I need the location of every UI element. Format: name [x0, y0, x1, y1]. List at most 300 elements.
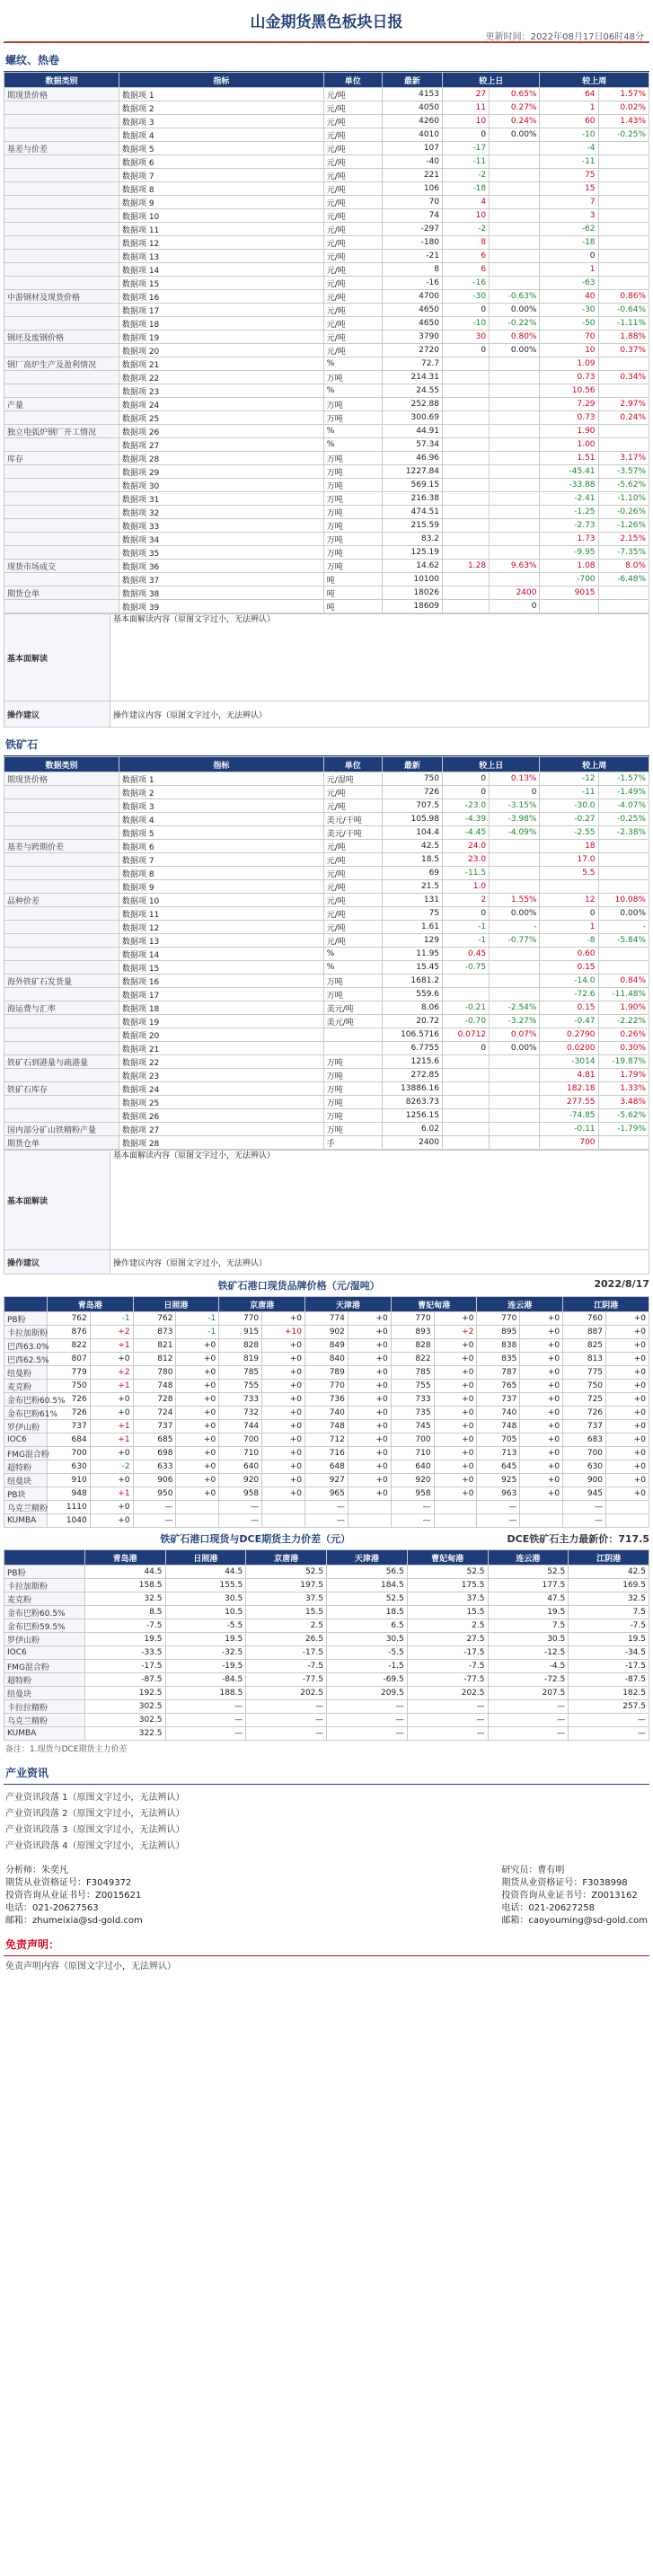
row-indicator: 数据项 18 — [119, 1001, 323, 1015]
contact-line: 投资咨询从业证书号：Z0013162 — [501, 1891, 638, 1901]
port-change: +0 — [520, 1487, 563, 1501]
table-row — [4, 1312, 649, 1326]
row-indicator: 数据项 6 — [119, 840, 323, 853]
row-day-change — [443, 1136, 490, 1150]
table-row — [4, 398, 649, 411]
row-latest: 4260 — [382, 115, 442, 128]
port-price: 725 — [563, 1393, 606, 1407]
row-week-change: 277.55 — [540, 1096, 598, 1109]
row-week-change: -700 — [540, 573, 598, 587]
row-latest: 1227.84 — [382, 465, 442, 479]
row-day-change — [443, 533, 490, 546]
row-unit: 万吨 — [323, 1069, 382, 1082]
row-indicator: 数据项 27 — [119, 1123, 323, 1136]
port-change: +0 — [348, 1420, 391, 1434]
port-change: +0 — [606, 1326, 649, 1339]
row-category — [4, 209, 119, 223]
row-day-change: -17 — [443, 142, 490, 155]
port-change: +0 — [262, 1380, 305, 1393]
port-change: +0 — [348, 1474, 391, 1487]
port-price: 698 — [133, 1447, 176, 1460]
port-change: +0 — [90, 1501, 133, 1514]
row-unit: 元/吨 — [323, 142, 382, 155]
port-price: — — [563, 1514, 606, 1528]
row-day-change — [443, 384, 490, 398]
port-price: 963 — [477, 1487, 520, 1501]
row-unit: 万吨 — [323, 975, 382, 988]
basis-value: — — [488, 1727, 569, 1741]
row-day-change-pct — [490, 155, 540, 169]
row-category: 库存 — [4, 452, 119, 465]
table-row — [4, 600, 649, 613]
row-category — [4, 438, 119, 452]
row-unit: 元/吨 — [323, 934, 382, 948]
row-latest: 44.91 — [382, 425, 442, 438]
basis-value: 192.5 — [84, 1687, 165, 1700]
advice-text: 操作建议内容（原图文字过小，无法辨认） — [110, 701, 649, 728]
row-unit: 元/吨 — [323, 894, 382, 907]
port-price: 748 — [305, 1420, 349, 1434]
table-row — [4, 169, 649, 182]
row-week-change: -0.11 — [540, 1123, 598, 1136]
basis-value: — — [407, 1727, 488, 1741]
port-change: +0 — [606, 1487, 649, 1501]
table-row — [4, 961, 649, 975]
port-price: 785 — [391, 1366, 434, 1380]
row-day-change: 8 — [443, 236, 490, 250]
row-week-change-pct: 3.17% — [598, 452, 649, 465]
row-latest: 8 — [382, 263, 442, 277]
port-change: +0 — [176, 1393, 219, 1407]
brand-name: PB粉 — [4, 1312, 48, 1326]
row-week-change-pct: 0.00% — [598, 907, 649, 921]
row-category: 期现货价格 — [4, 88, 119, 101]
row-category — [4, 880, 119, 894]
row-unit: 吨 — [323, 600, 382, 613]
row-unit: 吨 — [323, 587, 382, 600]
row-unit: 元/吨 — [323, 223, 382, 236]
row-unit — [323, 1028, 382, 1042]
port-basis-table — [4, 1549, 649, 1741]
row-week-change-pct — [598, 1136, 649, 1150]
port-price: — — [133, 1501, 176, 1514]
row-indicator: 数据项 22 — [119, 1055, 323, 1069]
port-price: 732 — [219, 1407, 262, 1420]
row-indicator: 数据项 10 — [119, 894, 323, 907]
port-price: 748 — [477, 1420, 520, 1434]
port-price: 705 — [477, 1434, 520, 1447]
row-day-change-pct: 0.13% — [490, 772, 540, 786]
table-row — [4, 1673, 649, 1687]
row-indicator: 数据项 35 — [119, 546, 323, 560]
table-row — [4, 88, 649, 101]
row-unit: 万吨 — [323, 1109, 382, 1123]
port-price: 710 — [219, 1447, 262, 1460]
report-title: 山金期货黑色板块日报 — [250, 13, 403, 31]
row-day-change — [443, 988, 490, 1001]
row-day-change-pct — [490, 142, 540, 155]
port-price: 630 — [563, 1460, 606, 1474]
table-row — [4, 1460, 649, 1474]
row-week-change-pct: 0.26% — [598, 1028, 649, 1042]
row-week-change-pct — [598, 867, 649, 880]
port-change — [348, 1501, 391, 1514]
row-day-change: -2 — [443, 223, 490, 236]
row-category — [4, 223, 119, 236]
row-category — [4, 573, 119, 587]
row-unit: 元/吨 — [323, 317, 382, 331]
row-day-change-pct — [490, 840, 540, 853]
row-week-change: 700 — [540, 1136, 598, 1150]
row-day-change: -10 — [443, 317, 490, 331]
row-day-change-pct — [490, 1123, 540, 1136]
port-price: 900 — [563, 1474, 606, 1487]
row-indicator: 数据项 19 — [119, 331, 323, 344]
row-week-change-pct: 2.97% — [598, 398, 649, 411]
row-day-change: -11 — [443, 155, 490, 169]
basis-value: — — [246, 1727, 327, 1741]
basis-value: -7.5 — [407, 1660, 488, 1673]
basis-value: 197.5 — [246, 1579, 327, 1592]
port-price: — — [477, 1514, 520, 1528]
row-latest: 215.59 — [382, 519, 442, 533]
row-week-change-pct: 1.79% — [598, 1069, 649, 1082]
row-category: 基差与跨期价差 — [4, 840, 119, 853]
port-price: 774 — [305, 1312, 349, 1326]
brand-name: 金布巴粉59.5% — [4, 1619, 85, 1633]
row-indicator: 数据项 13 — [119, 934, 323, 948]
port-change: +0 — [606, 1353, 649, 1366]
row-day-change-pct: 0.00% — [490, 344, 540, 357]
row-latest: 221 — [382, 169, 442, 182]
row-unit: 万吨 — [323, 560, 382, 573]
table-row — [4, 263, 649, 277]
row-day-change-pct: -2.54% — [490, 1001, 540, 1015]
row-latest: 216.38 — [382, 492, 442, 506]
basis-value: 26.5 — [246, 1633, 327, 1646]
row-week-change: 10 — [540, 344, 598, 357]
row-unit: 元/吨 — [323, 196, 382, 209]
port-change: +0 — [90, 1474, 133, 1487]
section-iron-title: 铁矿石 — [4, 733, 649, 756]
port-price: 779 — [47, 1366, 90, 1380]
port-price: 925 — [477, 1474, 520, 1487]
basis-value: -7.5 — [246, 1660, 327, 1673]
row-latest: -40 — [382, 155, 442, 169]
row-week-change: 0 — [540, 250, 598, 263]
table-row — [4, 1326, 649, 1339]
basis-value: — — [407, 1714, 488, 1727]
row-indicator: 数据项 25 — [119, 411, 323, 425]
section-news-title: 产业资讯 — [4, 1761, 649, 1785]
port-price: 640 — [219, 1460, 262, 1474]
row-week-change-pct — [598, 425, 649, 438]
report-header — [4, 0, 649, 43]
row-day-change-pct — [490, 438, 540, 452]
basis-value: 15.5 — [407, 1606, 488, 1619]
row-day-change-pct — [490, 1096, 540, 1109]
port-price: 762 — [133, 1312, 176, 1326]
row-latest: 10100 — [382, 573, 442, 587]
port-price: 744 — [219, 1420, 262, 1434]
port-change: +0 — [520, 1407, 563, 1420]
brand-name: PB块 — [4, 1487, 48, 1501]
port-price: 724 — [133, 1407, 176, 1420]
row-unit: 元/吨 — [323, 250, 382, 263]
port-price: 765 — [477, 1380, 520, 1393]
basis-value: — — [165, 1727, 246, 1741]
table-row — [4, 1055, 649, 1069]
row-indicator: 数据项 14 — [119, 263, 323, 277]
port-change: +0 — [606, 1312, 649, 1326]
basis-value: — — [488, 1700, 569, 1714]
col-latest: 最新 — [382, 757, 442, 772]
basis-value: 30.5 — [165, 1592, 246, 1606]
port-price: — — [391, 1501, 434, 1514]
table-row — [4, 1109, 649, 1123]
port-change: +0 — [176, 1474, 219, 1487]
row-week-change-pct — [598, 948, 649, 961]
row-indicator: 数据项 38 — [119, 587, 323, 600]
port-change: +0 — [262, 1339, 305, 1353]
row-latest: 106 — [382, 182, 442, 196]
row-category — [4, 263, 119, 277]
row-week-change-pct: -6.48% — [598, 573, 649, 587]
row-indicator: 数据项 31 — [119, 492, 323, 506]
port-change: +0 — [90, 1407, 133, 1420]
row-unit: % — [323, 961, 382, 975]
row-day-change-pct: -3.27% — [490, 1015, 540, 1028]
row-unit: 万吨 — [323, 398, 382, 411]
row-day-change: -11.5 — [443, 867, 490, 880]
row-day-change-pct — [490, 853, 540, 867]
iron-table-body — [4, 772, 649, 1150]
row-latest: 559.6 — [382, 988, 442, 1001]
row-week-change-pct: 1.43% — [598, 115, 649, 128]
port-change: +0 — [348, 1487, 391, 1501]
row-latest: 105.98 — [382, 813, 442, 826]
row-unit: 元/吨 — [323, 115, 382, 128]
table-row — [4, 452, 649, 465]
row-unit: 元/吨 — [323, 290, 382, 304]
row-day-change-pct: 0 — [490, 600, 540, 613]
port-change — [434, 1514, 477, 1528]
row-day-change: 0.45 — [443, 948, 490, 961]
iron-analysis — [4, 1150, 649, 1275]
brand-name: KUMBA — [4, 1514, 48, 1528]
basis-value: 19.5 — [569, 1633, 649, 1646]
port-change: +0 — [262, 1447, 305, 1460]
port-price: 755 — [391, 1380, 434, 1393]
table-row — [4, 1096, 649, 1109]
table-row — [4, 182, 649, 196]
port-change: +0 — [606, 1366, 649, 1380]
row-week-change-pct — [598, 880, 649, 894]
row-day-change: -4.39 — [443, 813, 490, 826]
port-change: +0 — [434, 1380, 477, 1393]
port-change: +0 — [520, 1393, 563, 1407]
row-week-change: -8 — [540, 934, 598, 948]
port-price: 958 — [391, 1487, 434, 1501]
row-category — [4, 799, 119, 813]
row-week-change-pct: 2.15% — [598, 533, 649, 546]
row-day-change-pct: - — [490, 921, 540, 934]
row-latest: 4650 — [382, 304, 442, 317]
port-price: 630 — [47, 1460, 90, 1474]
row-week-change: -3014 — [540, 1055, 598, 1069]
port-price: 648 — [305, 1460, 349, 1474]
table-row — [4, 1136, 649, 1150]
row-latest: 8263.73 — [382, 1096, 442, 1109]
basis-value: -17.5 — [407, 1646, 488, 1660]
row-latest: 1215.6 — [382, 1055, 442, 1069]
port-change — [176, 1501, 219, 1514]
row-category: 钢厂高炉生产及盈利情况 — [4, 357, 119, 371]
table-row — [4, 384, 649, 398]
row-week-change: 0.0200 — [540, 1042, 598, 1055]
basis-value: -19.5 — [165, 1660, 246, 1673]
port-change: +0 — [520, 1326, 563, 1339]
port-price: 736 — [305, 1393, 349, 1407]
port-basis-head — [4, 1550, 649, 1566]
port-change: +0 — [262, 1487, 305, 1501]
table-row — [4, 465, 649, 479]
brand-name: 卡拉拉精粉 — [4, 1700, 85, 1714]
row-indicator: 数据项 20 — [119, 1028, 323, 1042]
basis-value: -1.5 — [327, 1660, 408, 1673]
basis-value: 56.5 — [327, 1566, 408, 1579]
row-day-change-pct: -3.15% — [490, 799, 540, 813]
table-row — [4, 573, 649, 587]
row-unit: 元/吨 — [323, 128, 382, 142]
table-row — [4, 840, 649, 853]
port-change: +1 — [90, 1434, 133, 1447]
port-header-blank — [4, 1550, 85, 1566]
row-latest: 42.5 — [382, 840, 442, 853]
port-change — [176, 1514, 219, 1528]
row-indicator: 数据项 11 — [119, 223, 323, 236]
basis-value: 202.5 — [407, 1687, 488, 1700]
row-unit: 万吨 — [323, 1096, 382, 1109]
table-row — [4, 236, 649, 250]
row-day-change-pct — [490, 357, 540, 371]
brand-name: 乌克兰精粉 — [4, 1501, 48, 1514]
row-week-change-pct: -5.62% — [598, 479, 649, 492]
row-indicator: 数据项 23 — [119, 1069, 323, 1082]
table-row — [4, 250, 649, 263]
port-change: +0 — [348, 1434, 391, 1447]
row-indicator: 数据项 29 — [119, 465, 323, 479]
port-price-title — [4, 1275, 649, 1296]
row-day-change-pct — [490, 1109, 540, 1123]
row-week-change-pct — [598, 357, 649, 371]
analysis-label: 基本面解读 — [4, 1151, 110, 1250]
row-day-change: -2 — [443, 169, 490, 182]
table-row — [4, 799, 649, 813]
row-indicator: 数据项 5 — [119, 142, 323, 155]
row-week-change: -63 — [540, 277, 598, 290]
row-unit: % — [323, 425, 382, 438]
row-week-change-pct — [598, 961, 649, 975]
table-row — [4, 894, 649, 907]
table-row — [4, 1353, 649, 1366]
table-row — [4, 344, 649, 357]
row-day-change-pct — [490, 479, 540, 492]
port-price: 740 — [305, 1407, 349, 1420]
row-day-change: -16 — [443, 277, 490, 290]
brand-name: 金布巴粉60.5% — [4, 1393, 48, 1407]
row-week-change-pct: -1.49% — [598, 786, 649, 799]
row-day-change-pct — [490, 533, 540, 546]
port-price: 737 — [133, 1420, 176, 1434]
row-week-change: 1.73 — [540, 533, 598, 546]
row-day-change — [443, 1096, 490, 1109]
row-week-change: -72.6 — [540, 988, 598, 1001]
table-row — [4, 1579, 649, 1592]
row-unit: 万吨 — [323, 492, 382, 506]
row-day-change-pct — [490, 1069, 540, 1082]
col-week-change: 较上周 — [540, 757, 649, 772]
port-header: 日照港 — [133, 1297, 219, 1312]
table-row — [4, 934, 649, 948]
port-price: 750 — [563, 1380, 606, 1393]
table-row — [4, 101, 649, 115]
row-week-change-pct: 1.88% — [598, 331, 649, 344]
port-price: 737 — [477, 1393, 520, 1407]
port-header: 连云港 — [477, 1297, 563, 1312]
port-header: 天津港 — [327, 1550, 408, 1566]
port-basis-title-text: 铁矿石港口现货与DCE期货主力价差（元） — [160, 1533, 351, 1545]
basis-value: 257.5 — [569, 1700, 649, 1714]
row-day-change — [443, 398, 490, 411]
row-indicator: 数据项 5 — [119, 826, 323, 840]
basis-value: -17.5 — [569, 1660, 649, 1673]
row-unit: 万吨 — [323, 533, 382, 546]
row-latest: 18026 — [382, 587, 442, 600]
row-unit: 元/吨 — [323, 907, 382, 921]
port-price-head — [4, 1297, 649, 1312]
row-day-change-pct — [490, 250, 540, 263]
basis-value: 47.5 — [488, 1592, 569, 1606]
row-category — [4, 155, 119, 169]
row-day-change-pct: -0.22% — [490, 317, 540, 331]
contact-line: 期货从业资格证号：F3049372 — [5, 1878, 132, 1888]
row-category — [4, 546, 119, 560]
row-indicator: 数据项 6 — [119, 155, 323, 169]
port-price: 728 — [133, 1393, 176, 1407]
row-week-change-pct — [598, 384, 649, 398]
row-day-change: 0 — [443, 1042, 490, 1055]
basis-value: — — [407, 1700, 488, 1714]
brand-name: 罗伊山粉 — [4, 1633, 85, 1646]
port-price: 700 — [563, 1447, 606, 1460]
port-price: 785 — [219, 1366, 262, 1380]
row-latest: 21.5 — [382, 880, 442, 894]
row-indicator: 数据项 28 — [119, 1136, 323, 1150]
row-unit: 万吨 — [323, 452, 382, 465]
row-indicator: 数据项 16 — [119, 290, 323, 304]
row-week-change: 7.29 — [540, 398, 598, 411]
row-day-change — [443, 465, 490, 479]
brand-name: 麦克粉 — [4, 1592, 85, 1606]
row-category — [4, 961, 119, 975]
row-latest: 131 — [382, 894, 442, 907]
basis-value: 30.5 — [327, 1633, 408, 1646]
basis-value: 169.5 — [569, 1579, 649, 1592]
row-category — [4, 384, 119, 398]
table-row — [4, 1082, 649, 1096]
row-indicator: 数据项 12 — [119, 236, 323, 250]
